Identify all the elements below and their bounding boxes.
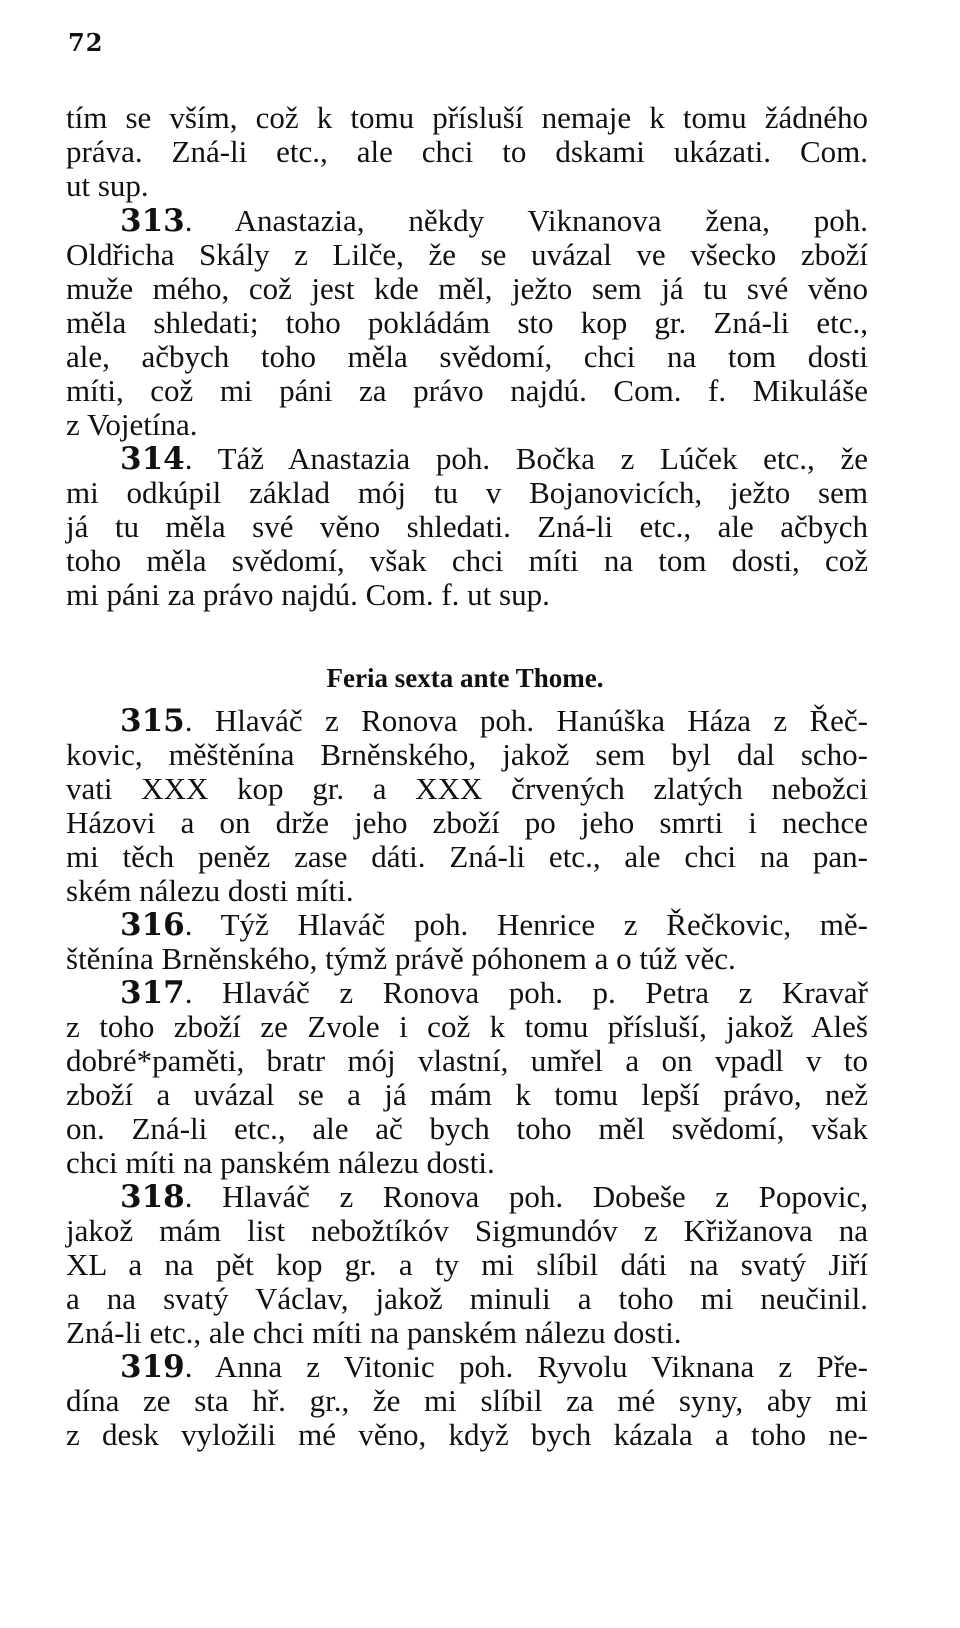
entry-number: 313 [120, 203, 185, 239]
entry-number: 317 [120, 975, 185, 1011]
text-line: z Vojetína. [66, 407, 198, 442]
entry-text: . Anastazia, někdy Viknanova žena, poh. [184, 203, 868, 238]
section-heading: Feria sexta ante Thome. [326, 663, 604, 693]
text-line: mi odkúpil základ mój tu v Bojanovicích, ježto sem [66, 475, 868, 510]
text-line: z desk vyložili mé věno, když bych kázala a toho ne- [66, 1417, 868, 1452]
entry-318-first-line [120, 1180, 868, 1214]
text-line: dobré*paměti, bratr mój vlastní, umřel a on vpadl v to [66, 1043, 868, 1078]
text-line: XL a na pět kop gr. a ty mi slíbil dáti na svatý Jiří [66, 1247, 868, 1282]
text-line: z toho zboží ze Zvole i což k tomu přísluší, jakož Aleš [66, 1009, 868, 1044]
entry-text: . Hlaváč z Ronova poh. Hanúška Háza z Řeč- [184, 703, 868, 738]
text-line: dína ze sta hř. gr., že mi slíbil za mé syny, aby mi [66, 1383, 868, 1418]
entry-number: 319 [120, 1349, 185, 1385]
entry-number: 316 [120, 907, 185, 943]
text-line: a na svatý Václav, jakož minuli a toho mi neučinil. [66, 1281, 868, 1316]
page-number: 72 [68, 28, 104, 57]
entry-317-first-line [120, 976, 868, 1010]
entry-314-first-line [120, 442, 868, 476]
entry-number: 318 [120, 1179, 185, 1215]
entry-313-first-line [120, 204, 868, 238]
entry-text: . Anna z Vitonic poh. Ryvolu Viknana z Pře- [184, 1349, 868, 1384]
text-line: ut sup. [66, 168, 149, 203]
text-line: měla shledati; toho pokládám sto kop gr. Zná-li etc., [66, 305, 868, 340]
text-line: kovic, měštěnína Brněnského, jakož sem byl dal scho- [66, 737, 868, 772]
entry-319-first-line [120, 1350, 868, 1384]
text-line: chci míti na panském nálezu dosti. [66, 1145, 495, 1180]
text-line: tím se vším, což k tomu přísluší nemaje k tomu žádného [66, 100, 868, 135]
text-line: on. Zná-li etc., ale ač bych toho měl svědomí, však [66, 1111, 868, 1146]
text-line: práva. Zná-li etc., ale chci to dskami ukázati. Com. [66, 134, 868, 169]
entry-text: . Táž Anastazia poh. Bočka z Lúček etc., že [184, 441, 868, 476]
text-line: míti, což mi páni za právo najdú. Com. f. Mikuláše [66, 373, 868, 408]
entry-text: . Hlaváč z Ronova poh. p. Petra z Kravař [184, 975, 868, 1010]
text-line: Oldřicha Skály z Lilče, že se uvázal ve všecko zboží [66, 237, 868, 272]
text-line: ale, ačbych toho měla svědomí, chci na tom dosti [66, 339, 868, 374]
text-line: štěnína Brněnského, týmž právě póhonem a o túž věc. [66, 941, 736, 976]
text-line: ském nálezu dosti míti. [66, 873, 354, 908]
entry-text: . Týž Hlaváč poh. Henrice z Řečkovic, mě- [184, 907, 868, 942]
entry-316-first-line [120, 908, 868, 942]
text-line: já tu měla své věno shledati. Zná-li etc., ale ačbych [66, 509, 868, 544]
entry-number: 314 [120, 441, 185, 477]
entry-number: 315 [120, 703, 185, 739]
text-line: Zná-li etc., ale chci míti na panském nálezu dosti. [66, 1315, 682, 1350]
text-line: mi těch peněz zase dáti. Zná-li etc., ale chci na pan- [66, 839, 868, 874]
text-line: Házovi a on drže jeho zboží po jeho smrti i nechce [66, 805, 868, 840]
text-line: jakož mám list nebožtíkóv Sigmundóv z Křižanova na [66, 1213, 868, 1248]
text-line: muže mého, což jest kde měl, ježto sem já tu své věno [66, 271, 868, 306]
text-line: mi páni za právo najdú. Com. f. ut sup. [66, 577, 550, 612]
entry-text: . Hlaváč z Ronova poh. Dobeše z Popovic, [184, 1179, 868, 1214]
entry-315-first-line [120, 704, 868, 738]
text-line: toho měla svědomí, však chci míti na tom dosti, což [66, 543, 868, 578]
text-line: vati XXX kop gr. a XXX črvených zlatých nebožci [66, 771, 868, 806]
text-line: zboží a uvázal se a já mám k tomu lepší právo, než [66, 1077, 868, 1112]
